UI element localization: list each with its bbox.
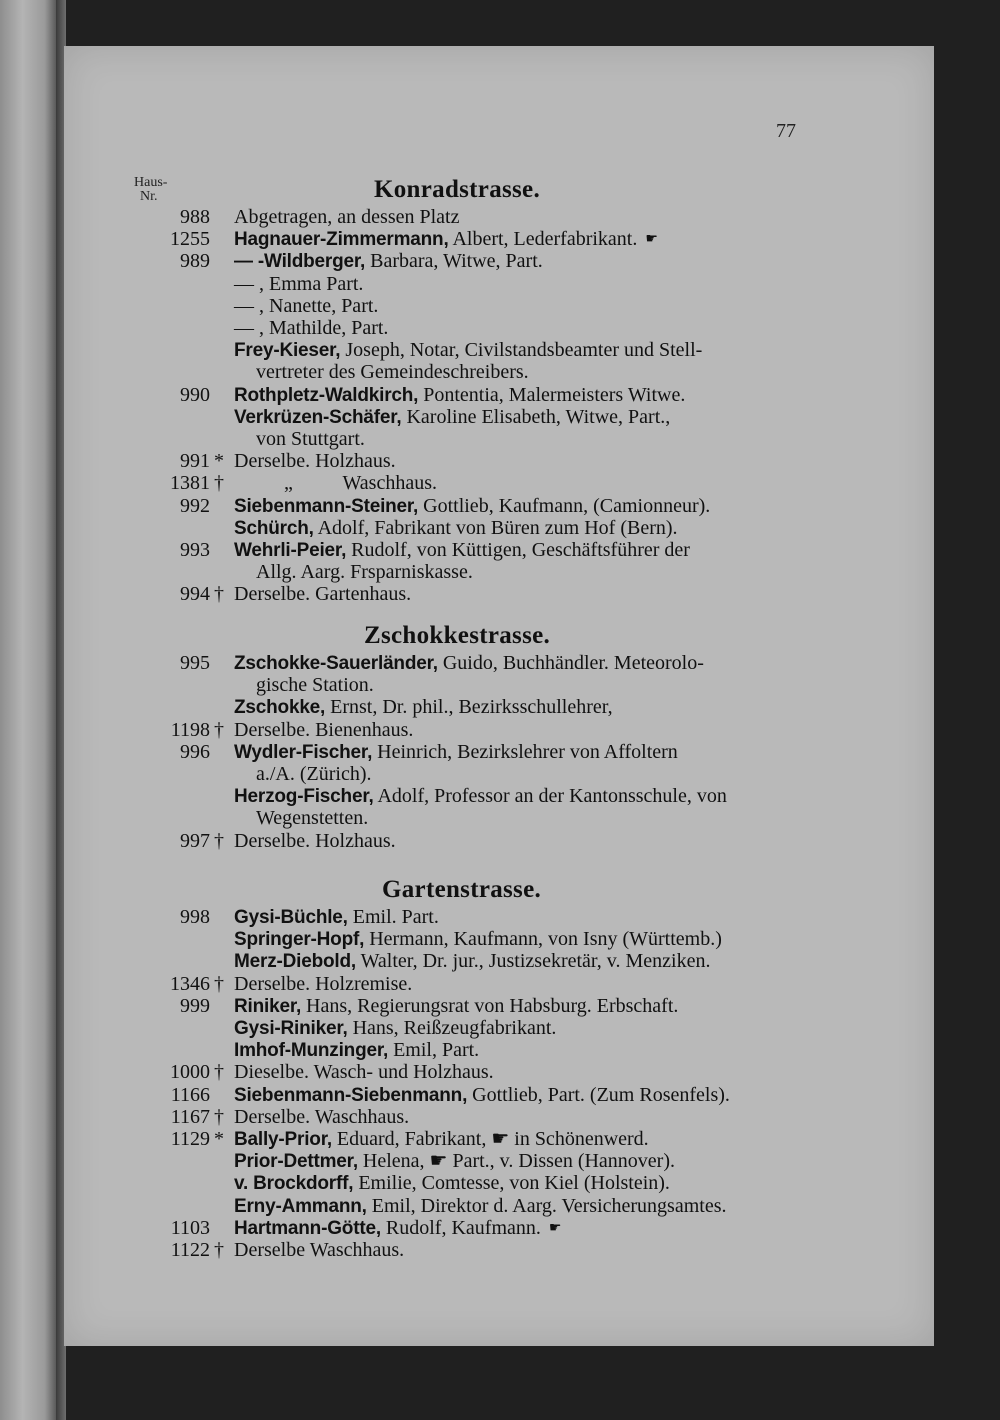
entry-details: — , Nanette, Part. — [234, 294, 379, 317]
entry-text — [256, 674, 374, 696]
entry-details: Guido, Buchhändler. Meteorolo- — [437, 652, 704, 674]
entry-text — [234, 1195, 726, 1218]
entry-text — [234, 995, 678, 1018]
book-page — [64, 46, 934, 1346]
entry-text — [256, 428, 365, 450]
house-number: 1346 — [170, 972, 210, 995]
resident-name: Zschokke, — [234, 697, 326, 719]
building-marker: † — [214, 583, 224, 606]
entry-details: Derselbe. Waschhaus. — [234, 1105, 410, 1128]
entry-text — [256, 361, 529, 383]
entry-details: Derselbe Waschhaus. — [234, 1239, 405, 1261]
entry-text — [234, 928, 722, 951]
entry-details: Gottlieb, Part. (Zum Rosenfels). — [467, 1083, 730, 1106]
entry-text — [234, 206, 459, 228]
previous-page-edge — [0, 0, 56, 1420]
resident-name: Prior-Dettmer, — [234, 1151, 358, 1173]
entry-details: Adolf, Professor an der Kantonsschule, von — [373, 785, 727, 808]
house-number: 988 — [180, 206, 210, 228]
entry-text — [234, 228, 658, 251]
house-number-column-label: Haus- Nr. — [134, 175, 168, 204]
entry-details: Adolf, Fabrikant von Büren zum Hof (Bern). — [313, 516, 678, 539]
entry-details: Walter, Dr. jur., Justizsekretär, v. Menziken. — [355, 950, 711, 973]
house-number: 997 — [180, 829, 210, 852]
entry-details: Emilie, Comtesse, von Kiel (Holstein). — [353, 1172, 670, 1195]
entry-text — [234, 785, 727, 808]
building-marker: † — [214, 472, 224, 495]
building-marker: † — [214, 972, 224, 995]
street-heading: Zschokkestrasse. — [364, 622, 551, 649]
house-number: 1122 — [170, 1239, 210, 1261]
entry-text — [234, 906, 439, 929]
entry-text — [256, 807, 368, 829]
entry-details: — , Emma Part. — [234, 272, 364, 295]
pointing-hand-icon: ☛ — [548, 1220, 562, 1236]
entry-details: Hans, Regierungsrat von Habsburg. Erbschaft. — [301, 994, 679, 1017]
entry-details: gische Station. — [256, 674, 374, 697]
resident-name: Riniker, — [234, 995, 302, 1017]
entry-details: Helena, ☛ Part., v. Dissen (Hannover). — [357, 1150, 676, 1173]
entry-details: Wegenstetten. — [256, 807, 369, 830]
building-marker: † — [214, 1061, 224, 1084]
entry-text — [234, 1239, 404, 1261]
house-number: 1255 — [170, 228, 210, 251]
house-number: 993 — [180, 539, 210, 561]
page-number: 77 — [776, 120, 796, 142]
entry-details: Emil. Part. — [347, 906, 439, 928]
entry-details: Emil, Direktor d. Aarg. Versicherungsamtes. — [366, 1194, 727, 1217]
entry-details: Hans, Reißzeugfabrikant. — [347, 1017, 557, 1039]
entry-details: Dieselbe. Wasch- und Holzhaus. — [234, 1061, 494, 1084]
entry-text — [234, 719, 413, 741]
resident-name: v. Brockdorff, — [234, 1173, 354, 1195]
entry-details: Abgetragen, an dessen Platz — [234, 206, 460, 228]
entry-text — [234, 250, 543, 273]
entry-text — [234, 696, 613, 719]
house-number: 1198 — [170, 718, 210, 741]
entry-details: von Stuttgart. — [256, 428, 365, 450]
house-number: 998 — [180, 906, 210, 928]
building-marker: * — [214, 450, 224, 473]
entry-details: Derselbe. Holzremise. — [234, 972, 413, 995]
entry-details: Karoline Elisabeth, Witwe, Part., — [401, 405, 671, 428]
house-number: 1129 — [170, 1128, 210, 1150]
entry-details: Derselbe. Bienenhaus. — [234, 718, 414, 741]
entry-details: Derselbe. Holzhaus. — [234, 829, 396, 852]
entry-text — [234, 652, 704, 675]
entry-text — [234, 495, 710, 518]
entry-text — [234, 517, 678, 540]
resident-name: Rothpletz-Waldkirch, — [234, 384, 419, 406]
house-number: 996 — [180, 740, 210, 763]
entry-text — [234, 1039, 479, 1062]
house-number: 995 — [180, 652, 210, 674]
entry-text — [234, 339, 702, 362]
resident-name: Wydler-Fischer, — [234, 741, 373, 763]
building-marker: † — [214, 1239, 224, 1261]
resident-name: Springer-Hopf, — [234, 929, 365, 951]
house-number: 990 — [180, 383, 210, 406]
entry-details: Emil, Part. — [388, 1039, 480, 1062]
house-number: 1166 — [170, 1083, 210, 1106]
entry-text — [234, 1061, 494, 1083]
house-number: 989 — [180, 250, 210, 273]
building-marker: * — [214, 1128, 224, 1150]
entry-text — [234, 539, 690, 562]
entry-text — [234, 1106, 409, 1128]
entry-text — [234, 830, 396, 852]
entry-text — [234, 295, 378, 317]
resident-name: Imhof-Munzinger, — [234, 1040, 389, 1062]
entry-details: Pontentia, Malermeisters Witwe. — [418, 383, 686, 406]
entry-text — [234, 450, 396, 472]
entry-details: Eduard, Fabrikant, ☛ in Schönenwerd. — [331, 1128, 649, 1150]
building-marker: † — [214, 718, 224, 741]
resident-name: Hagnauer-Zimmermann, — [234, 229, 449, 251]
resident-name: Wehrli-Peier, — [234, 540, 347, 561]
entry-text — [234, 1150, 675, 1173]
entry-text — [234, 273, 363, 295]
resident-name: Merz-Diebold, — [234, 951, 356, 973]
house-number: 999 — [180, 994, 210, 1017]
entry-text — [234, 1172, 670, 1195]
entry-details: Albert, Lederfabrikant. — [448, 228, 638, 251]
entry-text — [256, 561, 473, 583]
house-number: 1167 — [170, 1105, 210, 1128]
resident-name: Schürch, — [234, 517, 314, 539]
entry-text — [234, 317, 388, 339]
entry-text — [234, 472, 437, 494]
resident-name: Herzog-Fischer, — [234, 786, 374, 808]
entry-details: Barbara, Witwe, Part. — [365, 250, 543, 273]
street-heading: Gartenstrasse. — [382, 876, 542, 903]
house-number: 1000 — [170, 1061, 210, 1084]
house-number: 992 — [180, 494, 210, 517]
house-number: 1103 — [170, 1216, 210, 1239]
resident-name: Verkrüzen-Schäfer, — [234, 406, 402, 428]
resident-name: Frey-Kieser, — [234, 340, 341, 362]
building-marker: † — [214, 829, 224, 852]
resident-name: — -Wildberger, — [234, 251, 366, 273]
entry-details: Rudolf, von Küttigen, Geschäftsführer der — [346, 539, 690, 561]
entry-text — [234, 973, 412, 995]
entry-details: a./A. (Zürich). — [256, 763, 372, 785]
entry-details: Derselbe. Holzhaus. — [234, 450, 396, 473]
entry-text — [234, 1017, 556, 1040]
entry-text — [234, 406, 670, 429]
entry-text — [256, 763, 372, 785]
pointing-hand-icon: ☛ — [645, 232, 658, 248]
resident-name: Hartmann-Götte, — [234, 1217, 381, 1239]
resident-name: Erny-Ammann, — [234, 1195, 367, 1217]
building-marker: † — [214, 1105, 224, 1128]
house-number: 994 — [180, 583, 210, 606]
entry-details: vertreter des Gemeindeschreibers. — [256, 361, 529, 384]
entry-details: Joseph, Notar, Civilstandsbeamter und Stell- — [340, 339, 703, 362]
entry-details: „ Waschhaus. — [234, 472, 437, 495]
resident-name: Zschokke-Sauerländer, — [234, 653, 438, 674]
resident-name: Gysi-Riniker, — [234, 1018, 348, 1039]
entry-details: Gottlieb, Kaufmann, (Camionneur). — [418, 494, 711, 517]
resident-name: Bally-Prior, — [234, 1129, 332, 1150]
entry-details: — , Mathilde, Part. — [234, 317, 389, 339]
resident-name: Siebenmann-Steiner, — [234, 495, 419, 517]
entry-text — [234, 950, 710, 973]
entry-details: Derselbe. Gartenhaus. — [234, 583, 412, 606]
entry-text — [234, 583, 411, 605]
resident-name: Gysi-Büchle, — [234, 907, 348, 928]
entry-details: Heinrich, Bezirkslehrer von Affoltern — [372, 740, 678, 763]
entry-details: Hermann, Kaufmann, von Isny (Württemb.) — [364, 928, 722, 951]
house-number: 1381 — [170, 472, 210, 495]
street-heading: Konradstrasse. — [374, 176, 541, 203]
entry-text — [234, 1128, 649, 1151]
entry-text — [234, 1084, 730, 1107]
house-number: 991 — [180, 450, 210, 473]
entry-details: Ernst, Dr. phil., Bezirksschullehrer, — [325, 696, 613, 719]
entry-details: Allg. Aarg. Frsparniskasse. — [256, 561, 473, 584]
entry-details: Rudolf, Kaufmann. — [380, 1216, 541, 1239]
entry-text — [234, 1217, 561, 1240]
entry-text — [234, 384, 685, 407]
entry-text — [234, 741, 678, 764]
resident-name: Siebenmann-Siebenmann, — [234, 1084, 468, 1106]
